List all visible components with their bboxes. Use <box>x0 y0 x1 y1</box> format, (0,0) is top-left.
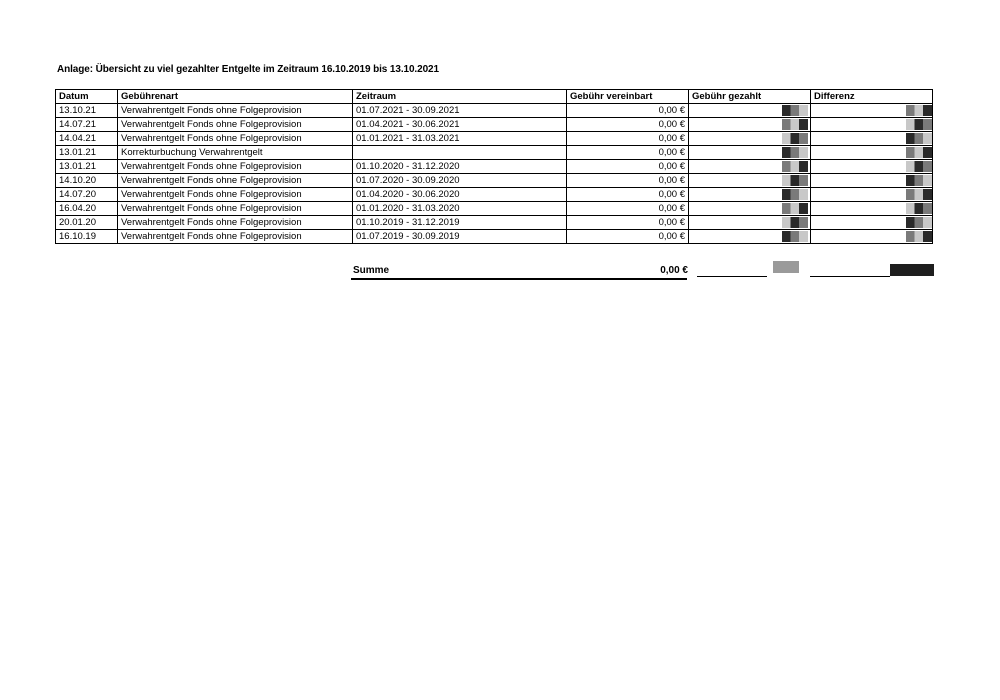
col-differenz-header: Differenz <box>811 90 933 104</box>
cell-gebuehrenart: Verwahrentgelt Fonds ohne Folgeprovision <box>118 160 353 174</box>
table-row <box>56 216 933 230</box>
document-title: Anlage: Übersicht zu viel gezahlter Entgelte im Zeitraum 16.10.2019 bis 13.10.2021 <box>57 64 439 75</box>
summe-underline-gezahlt <box>697 276 767 277</box>
col-gezahlt-header: Gebühr gezahlt <box>689 90 811 104</box>
col-vereinbart-header: Gebühr vereinbart <box>567 90 689 104</box>
cell-datum: 14.07.20 <box>56 188 118 202</box>
cell-zeitraum: 01.07.2019 - 30.09.2019 <box>353 230 567 244</box>
cell-datum: 14.07.21 <box>56 118 118 132</box>
cell-vereinbart: 0,00 € <box>567 188 689 202</box>
cell-datum: 16.10.19 <box>56 230 118 244</box>
cell-zeitraum <box>353 146 567 160</box>
table-row <box>56 188 933 202</box>
cell-datum: 13.01.21 <box>56 146 118 160</box>
cell-vereinbart: 0,00 € <box>567 118 689 132</box>
col-gebuehrenart-header: Gebührenart <box>118 90 353 104</box>
table-row <box>56 174 933 188</box>
redacted-differenz <box>906 189 932 200</box>
cell-gebuehrenart: Verwahrentgelt Fonds ohne Folgeprovision <box>118 174 353 188</box>
table-row <box>56 230 933 244</box>
cell-zeitraum: 01.01.2021 - 31.03.2021 <box>353 132 567 146</box>
summe-underline-differenz <box>810 276 890 277</box>
redacted-gezahlt <box>782 133 808 144</box>
redacted-gezahlt <box>782 189 808 200</box>
cell-datum: 13.01.21 <box>56 160 118 174</box>
redacted-differenz <box>906 161 932 172</box>
redacted-differenz <box>906 133 932 144</box>
col-datum-header: Datum <box>56 90 118 104</box>
cell-zeitraum: 01.10.2020 - 31.12.2020 <box>353 160 567 174</box>
cell-gebuehrenart: Verwahrentgelt Fonds ohne Folgeprovision <box>118 118 353 132</box>
redacted-differenz <box>906 175 932 186</box>
cell-zeitraum: 01.10.2019 - 31.12.2019 <box>353 216 567 230</box>
cell-vereinbart: 0,00 € <box>567 174 689 188</box>
redacted-gezahlt <box>782 119 808 130</box>
cell-vereinbart: 0,00 € <box>567 132 689 146</box>
redacted-gezahlt <box>782 203 808 214</box>
cell-datum: 20.01.20 <box>56 216 118 230</box>
table-row <box>56 202 933 216</box>
cell-zeitraum: 01.07.2021 - 30.09.2021 <box>353 104 567 118</box>
redacted-summe-differenz <box>890 264 934 276</box>
redacted-gezahlt <box>782 217 808 228</box>
redacted-differenz <box>906 147 932 158</box>
redacted-gezahlt <box>782 161 808 172</box>
redacted-differenz <box>906 217 932 228</box>
redacted-differenz <box>906 231 932 242</box>
redacted-gezahlt <box>782 147 808 158</box>
cell-vereinbart: 0,00 € <box>567 146 689 160</box>
cell-vereinbart: 0,00 € <box>567 216 689 230</box>
table-row <box>56 118 933 132</box>
table-row <box>56 160 933 174</box>
cell-gebuehrenart: Verwahrentgelt Fonds ohne Folgeprovision <box>118 216 353 230</box>
cell-datum: 14.04.21 <box>56 132 118 146</box>
cell-gebuehrenart: Verwahrentgelt Fonds ohne Folgeprovision <box>118 132 353 146</box>
cell-gebuehrenart: Verwahrentgelt Fonds ohne Folgeprovision <box>118 188 353 202</box>
cell-zeitraum: 01.04.2021 - 30.06.2021 <box>353 118 567 132</box>
summe-underline <box>351 278 687 280</box>
table-row <box>56 146 933 160</box>
redacted-summe-gezahlt <box>773 261 799 273</box>
redacted-gezahlt <box>782 231 808 242</box>
fee-table <box>55 89 933 244</box>
table-header-row <box>56 90 933 104</box>
redacted-gezahlt <box>782 175 808 186</box>
cell-zeitraum: 01.01.2020 - 31.03.2020 <box>353 202 567 216</box>
cell-datum: 14.10.20 <box>56 174 118 188</box>
cell-vereinbart: 0,00 € <box>567 104 689 118</box>
cell-zeitraum: 01.07.2020 - 30.09.2020 <box>353 174 567 188</box>
cell-gebuehrenart: Verwahrentgelt Fonds ohne Folgeprovision <box>118 104 353 118</box>
cell-gebuehrenart: Verwahrentgelt Fonds ohne Folgeprovision <box>118 230 353 244</box>
cell-gebuehrenart: Verwahrentgelt Fonds ohne Folgeprovision <box>118 202 353 216</box>
summe-label: Summe <box>353 265 390 276</box>
cell-datum: 13.10.21 <box>56 104 118 118</box>
col-zeitraum-header: Zeitraum <box>353 90 567 104</box>
cell-gebuehrenart: Korrekturbuchung Verwahrentgelt <box>118 146 353 160</box>
redacted-differenz <box>906 119 932 130</box>
redacted-gezahlt <box>782 105 808 116</box>
cell-datum: 16.04.20 <box>56 202 118 216</box>
table-row <box>56 132 933 146</box>
cell-vereinbart: 0,00 € <box>567 230 689 244</box>
cell-zeitraum: 01.04.2020 - 30.06.2020 <box>353 188 567 202</box>
summe-vereinbart: 0,00 € <box>660 265 688 276</box>
redacted-differenz <box>906 105 932 116</box>
redacted-differenz <box>906 203 932 214</box>
cell-vereinbart: 0,00 € <box>567 202 689 216</box>
cell-vereinbart: 0,00 € <box>567 160 689 174</box>
table-row <box>56 104 933 118</box>
